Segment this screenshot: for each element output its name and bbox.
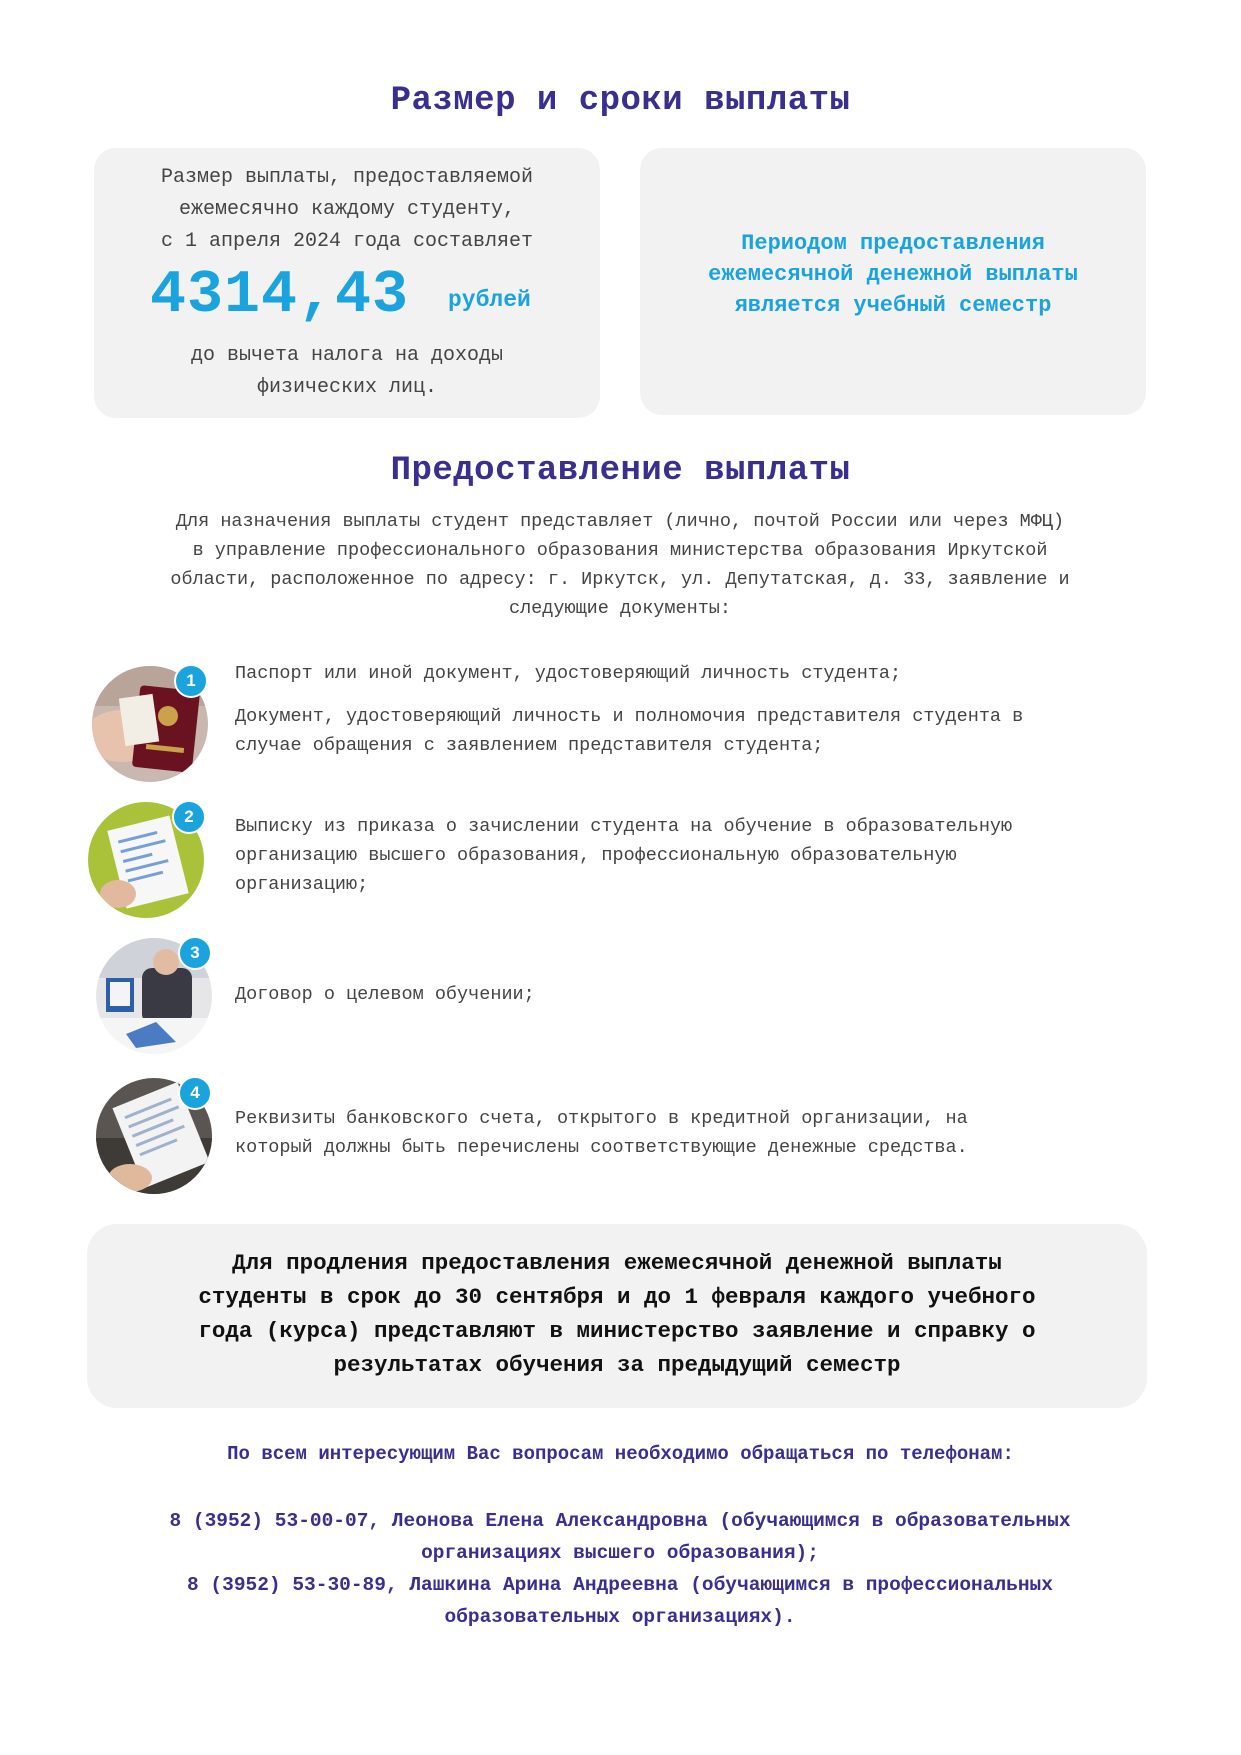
- note-line: результатах обучения за предыдущий семестр: [333, 1352, 901, 1378]
- payment-period-card: [640, 148, 1146, 415]
- contact-line: образовательных организациях).: [444, 1606, 796, 1628]
- period-card-line: Периодом предоставления: [741, 231, 1045, 256]
- section-title-provision: Предоставление выплаты: [390, 452, 851, 490]
- step-line: Выписку из приказа о зачислении студента на обучение в образовательную: [235, 816, 1013, 837]
- amount-card-line: с 1 апреля 2024 года составляет: [160, 230, 534, 253]
- note-line: студенты в срок до 30 сентября и до 1 февраля каждого учебного: [198, 1284, 1036, 1310]
- note-line: года (курса) представляют в министерство заявление и справку о: [198, 1318, 1036, 1344]
- step-1-text: [235, 659, 1155, 760]
- step-line: Паспорт или иной документ, удостоверяющий личность студента;: [235, 663, 902, 684]
- renewal-note: [87, 1224, 1147, 1408]
- amount-card-foot: физических лиц.: [256, 376, 438, 399]
- step-2-text: [235, 812, 1155, 899]
- step-3-text: [235, 980, 1155, 1009]
- provision-intro: [100, 507, 1140, 623]
- intro-line: Для назначения выплаты студент представляет (лично, почтой России или через МФЦ): [175, 511, 1065, 532]
- contacts-list: [60, 1505, 1180, 1633]
- intro-line: области, расположенное по адресу: г. Иркутск, ул. Депутатская, д. 33, заявление и: [170, 569, 1070, 590]
- contact-line: 8 (3952) 53-00-07, Леонова Елена Александровна (обучающимся в образовательных: [169, 1510, 1071, 1532]
- step-4-text: [235, 1104, 1155, 1162]
- amount-card-foot: до вычета налога на доходы: [190, 344, 504, 367]
- amount-card-line: Размер выплаты, предоставляемой: [160, 166, 534, 189]
- amount-card-line: ежемесячно каждому студенту,: [178, 198, 516, 221]
- step-line: Документ, удостоверяющий личность и полномочия представителя студента в: [235, 706, 1024, 727]
- intro-line: в управление профессионального образования министерства образования Иркутской: [192, 540, 1048, 561]
- step-line: организацию;: [235, 874, 369, 895]
- step-line: который должны быть перечислены соответствующие денежные средства.: [235, 1137, 968, 1158]
- period-card-line: ежемесячной денежной выплаты: [708, 262, 1078, 287]
- intro-line: следующие документы:: [508, 598, 732, 619]
- step-badge-4: 4: [178, 1076, 212, 1110]
- step-line: организацию высшего образования, профессиональную образовательную: [235, 845, 957, 866]
- step-badge-3: 3: [178, 936, 212, 970]
- payment-unit: рублей: [448, 287, 531, 313]
- note-line: Для продления предоставления ежемесячной денежной выплаты: [232, 1250, 1002, 1276]
- step-line: случае обращения с заявлением представителя студента;: [235, 735, 824, 756]
- step-line: Договор о целевом обучении;: [235, 984, 535, 1005]
- step-badge-1: 1: [174, 664, 208, 698]
- contact-line: организациях высшего образования);: [421, 1542, 819, 1564]
- step-badge-2: 2: [172, 800, 206, 834]
- step-line: Реквизиты банковского счета, открытого в кредитной организации, на: [235, 1108, 968, 1129]
- contact-line: 8 (3952) 53-30-89, Лашкина Арина Андреевна (обучающимся в профессиональных: [187, 1574, 1053, 1596]
- period-card-line: является учебный семестр: [734, 293, 1052, 318]
- section-title-payment-size: Размер и сроки выплаты: [390, 82, 851, 120]
- contacts-title: По всем интересующим Вас вопросам необходимо обращаться по телефонам:: [227, 1443, 1014, 1465]
- payment-amount: 4314,43: [150, 262, 410, 330]
